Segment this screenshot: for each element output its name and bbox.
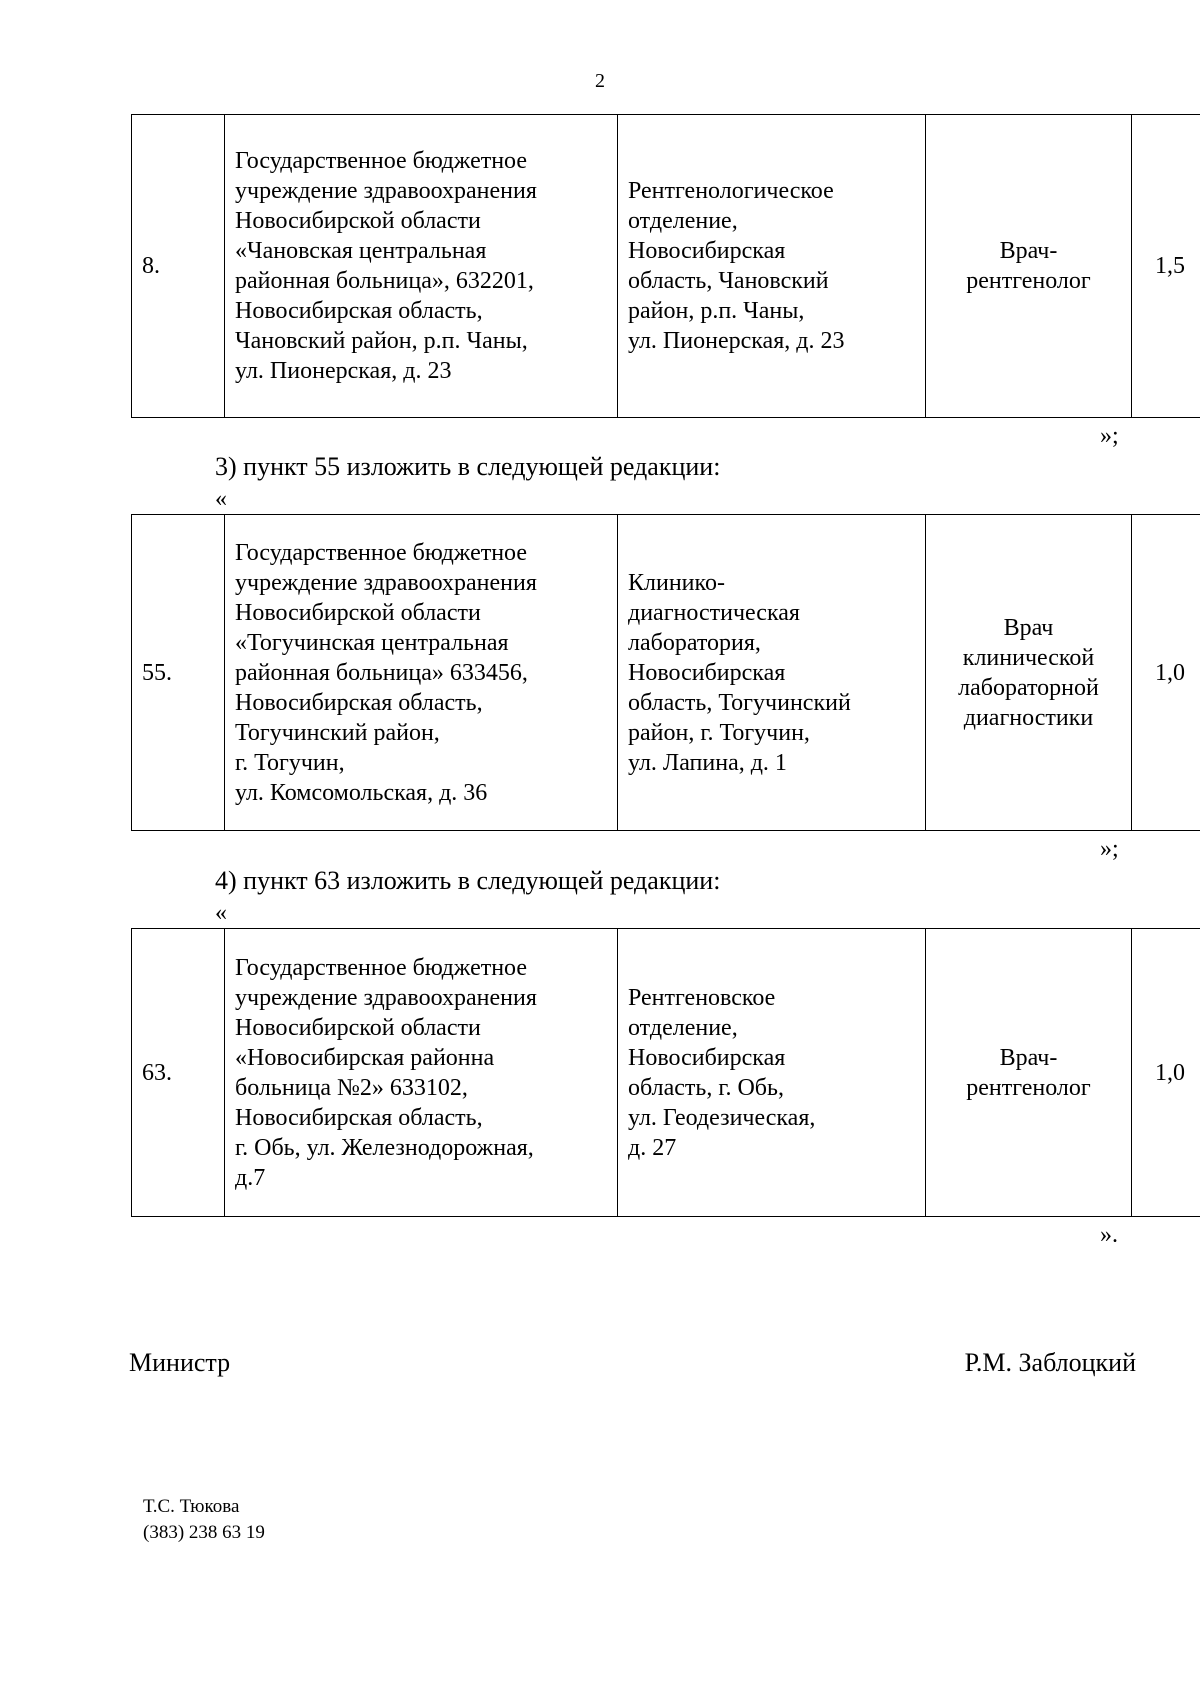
page-number: 2 [595,70,605,92]
unit-cell: Рентгенологическое отделение, Новосибирская область, Чановский район, р.п. Чаны, ул. Пионерская, д. 23 [618,115,926,418]
organization-cell: Государственное бюджетное учреждение здравоохранения Новосибирской области «Тогучинская центральная районная больница» 633456, Новосибирская область, Тогучинский район, г. Тогучин, ул. Комсомольская, д. 36 [225,515,618,831]
item-number: 55. [132,515,225,831]
opening-quote: « [215,486,227,512]
table-item-8 [131,114,1200,418]
position-cell: Врач- рентгенолог [926,115,1132,418]
position-cell: Врач- рентгенолог [926,929,1132,1217]
organization-cell: Государственное бюджетное учреждение здравоохранения Новосибирской области «Новосибирская районна больница №2» 633102, Новосибирская область, г. Обь, ул. Железнодорожная, д.7 [225,929,618,1217]
closing-quote: »; [1100,836,1119,862]
amendment-intro-4: 4) пункт 63 изложить в следующей редакции: [215,866,721,895]
rate-cell: 1,5 [1132,115,1200,418]
signatory-name: Р.М. Заблоцкий [964,1348,1136,1377]
opening-quote: « [215,900,227,926]
table-row [132,515,1200,831]
closing-quote: »; [1100,423,1119,449]
executor-name: Т.С. Тюкова [143,1496,240,1517]
executor-phone: (383) 238 63 19 [143,1522,265,1543]
item-number: 63. [132,929,225,1217]
table-item-63 [131,928,1200,1217]
rate-cell: 1,0 [1132,929,1200,1217]
closing-quote: ». [1100,1222,1118,1248]
organization-cell: Государственное бюджетное учреждение здравоохранения Новосибирской области «Чановская центральная районная больница», 632201, Новосибирская область, Чановский район, р.п. Чаны, ул. Пионерская, д. 23 [225,115,618,418]
item-number: 8. [132,115,225,418]
signatory-title: Министр [129,1348,231,1377]
amendment-intro-3: 3) пункт 55 изложить в следующей редакции: [215,452,721,481]
unit-cell: Клинико- диагностическая лаборатория, Новосибирская область, Тогучинский район, г. Тогучин, ул. Лапина, д. 1 [618,515,926,831]
rate-cell: 1,0 [1132,515,1200,831]
table-row [132,929,1200,1217]
table-item-55 [131,514,1200,831]
position-cell: Врач клинической лабораторной диагностики [926,515,1132,831]
unit-cell: Рентгеновское отделение, Новосибирская область, г. Обь, ул. Геодезическая, д. 27 [618,929,926,1217]
table-row [132,115,1200,418]
